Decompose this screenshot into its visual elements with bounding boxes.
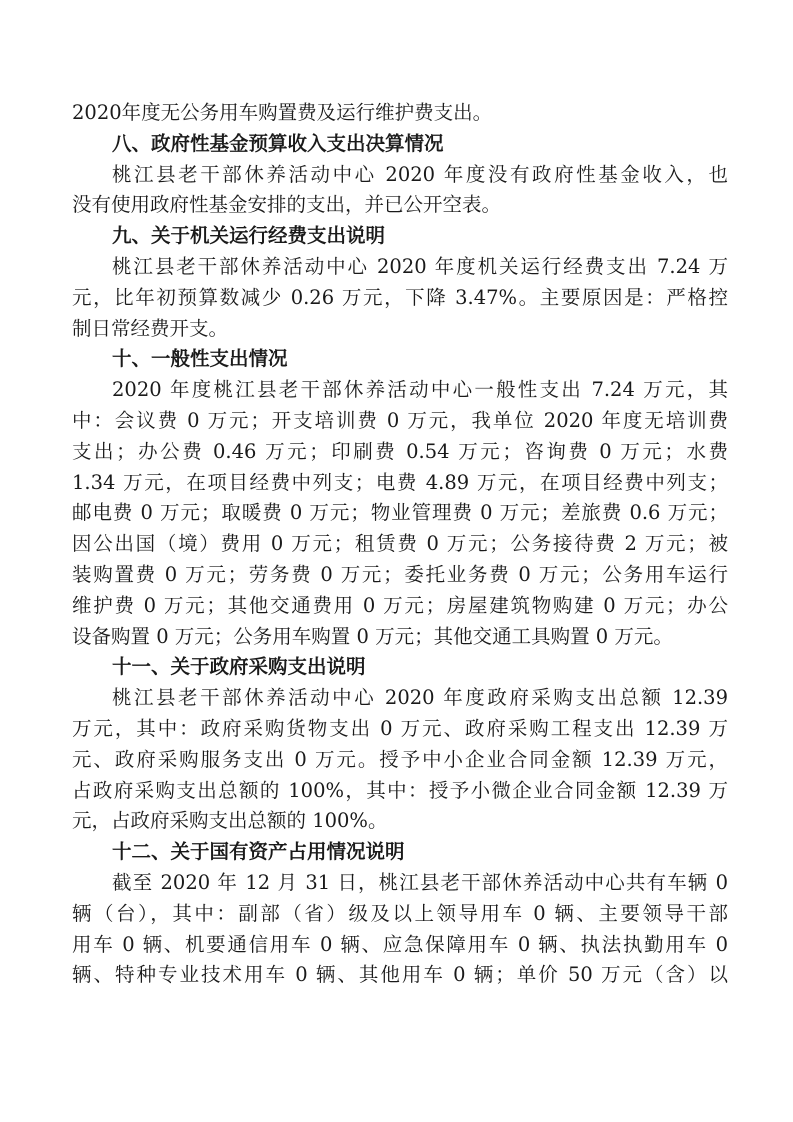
paragraph-line: 没有使用政府性基金安排的支出，并已公开空表。 xyxy=(72,193,502,217)
paragraph-line: 制日常经费开支。 xyxy=(72,316,229,340)
paragraph-line: 1.34 万元，在项目经费中列支；电费 4.89 万元，在项目经费中列支； xyxy=(72,470,728,494)
paragraph-line: 2020年度无公务用车购置费及运行维护费支出。 xyxy=(72,101,493,124)
paragraph-line: 占政府采购支出总额的 100%，其中：授予小微企业合同金额 12.39 万 xyxy=(72,778,728,802)
document-page xyxy=(72,98,728,991)
paragraph-line: 元、政府采购服务支出 0 万元。授予中小企业合同金额 12.39 万元， xyxy=(72,747,728,771)
section-heading-12: 十二、关于国有资产占用情况说明 xyxy=(112,840,405,864)
section-heading-9: 九、关于机关运行经费支出说明 xyxy=(112,224,386,248)
section-heading-8: 八、政府性基金预算收入支出决算情况 xyxy=(112,131,444,155)
paragraph-line: 2020 年度桃江县老干部休养活动中心一般性支出 7.24 万元，其 xyxy=(112,378,728,402)
paragraph-line: 设备购置 0 万元；公务用车购置 0 万元；其他交通工具购置 0 万元。 xyxy=(72,624,673,648)
paragraph-line: 用车 0 辆、机要通信用车 0 辆、应急保障用车 0 辆、执法执勤用车 0 xyxy=(72,932,728,956)
section-heading-10: 十、一般性支出情况 xyxy=(112,347,288,371)
paragraph-line: 元，比年初预算数减少 0.26 万元，下降 3.47%。主要原因是：严格控 xyxy=(72,285,728,309)
paragraph-line: 邮电费 0 万元；取暖费 0 万元；物业管理费 0 万元；差旅费 0.6 万元； xyxy=(72,501,728,525)
paragraph-line: 截至 2020 年 12 月 31 日，桃江县老干部休养活动中心共有车辆 0 xyxy=(112,870,728,894)
paragraph-line: 桃江县老干部休养活动中心 2020 年度政府采购支出总额 12.39 xyxy=(112,686,728,710)
paragraph-line: 万元，其中：政府采购货物支出 0 万元、政府采购工程支出 12.39 万 xyxy=(72,716,728,740)
paragraph-line: 装购置费 0 万元；劳务费 0 万元；委托业务费 0 万元；公务用车运行 xyxy=(72,562,728,586)
section-heading-11: 十一、关于政府采购支出说明 xyxy=(112,655,366,679)
paragraph-line: 支出；办公费 0.46 万元；印刷费 0.54 万元；咨询费 0 万元；水费 xyxy=(72,439,728,463)
paragraph-line: 桃江县老干部休养活动中心 2020 年度机关运行经费支出 7.24 万 xyxy=(112,254,728,278)
paragraph-line: 元，占政府采购支出总额的 100%。 xyxy=(72,809,388,833)
paragraph-line: 中：会议费 0 万元；开支培训费 0 万元，我单位 2020 年度无培训费 xyxy=(72,408,728,432)
paragraph-line: 辆、特种专业技术用车 0 辆、其他用车 0 辆；单价 50 万元（含）以 xyxy=(72,963,728,987)
paragraph-line: 桃江县老干部休养活动中心 2020 年度没有政府性基金收入，也 xyxy=(112,162,728,186)
paragraph-line: 因公出国（境）费用 0 万元；租赁费 0 万元；公务接待费 2 万元；被 xyxy=(72,532,728,556)
paragraph-line: 维护费 0 万元；其他交通费用 0 万元；房屋建筑物购建 0 万元；办公 xyxy=(72,593,728,617)
paragraph-line: 辆（台），其中：副部（省）级及以上领导用车 0 辆、主要领导干部 xyxy=(72,901,728,925)
